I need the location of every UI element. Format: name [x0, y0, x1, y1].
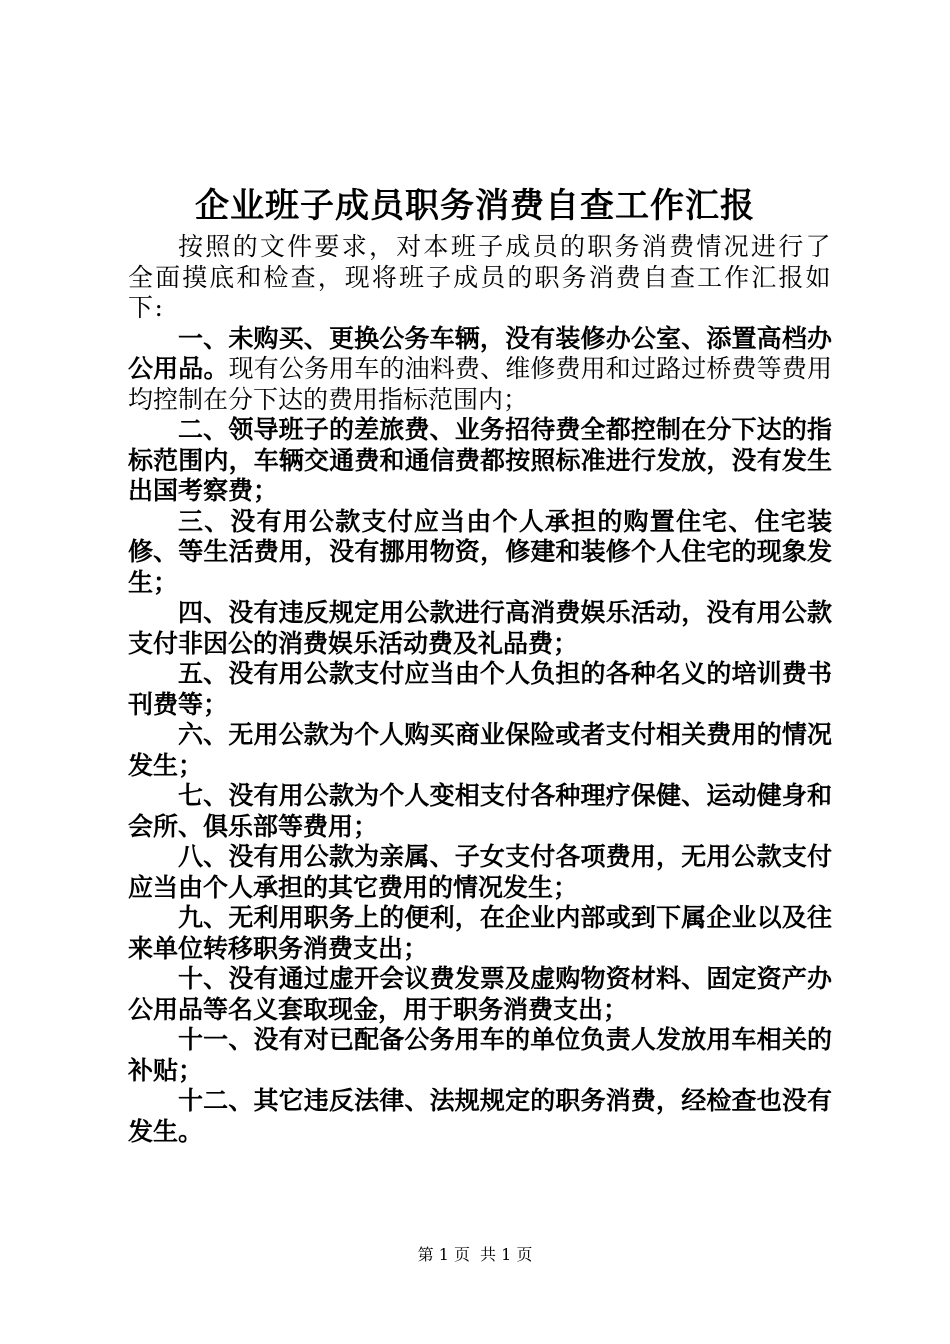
item-paragraph-6	[128, 720, 832, 781]
item-paragraph-3	[128, 507, 832, 599]
item-lead: 八、没有用公款为亲属、子女支付各项费用，无用公款支付应当由个人承担的其它费用的情况发生；	[128, 842, 832, 902]
item-lead: 一、未购买、更换公务车辆，没有装修办公室、添置高档办公用品。	[128, 323, 832, 383]
item-lead: 六、无用公款为个人购买商业保险或者支付相关费用的情况发生；	[128, 720, 832, 780]
item-paragraph-1	[128, 324, 832, 416]
item-lead: 二、领导班子的差旅费、业务招待费全都控制在分下达的指标范围内，车辆交通费和通信费都按照标准进行发放，没有发生出国考察费；	[128, 415, 832, 505]
item-paragraph-5	[128, 659, 832, 720]
item-paragraph-11	[128, 1025, 832, 1086]
item-lead: 三、没有用公款支付应当由个人承担的购置住宅、住宅装修、等生活费用，没有挪用物资，修建和装修个人住宅的现象发生；	[128, 506, 832, 597]
item-lead: 十、没有通过虚开会议费发票及虚购物资材料、固定资产办公用品等名义套取现金，用于职务消费支出；	[128, 964, 832, 1024]
item-lead: 七、没有用公款为个人变相支付各种理疗保健、运动健身和会所、俱乐部等费用；	[128, 781, 832, 841]
item-paragraph-4	[128, 598, 832, 659]
item-lead: 十二、其它违反法律、法规规定的职务消费，经检查也没有发生。	[128, 1086, 832, 1146]
item-lead: 九、无利用职务上的便利，在企业内部或到下属企业以及往来单位转移职务消费支出；	[128, 903, 832, 963]
page-footer	[0, 1245, 950, 1265]
intro-paragraph: 按照的文件要求，对本班子成员的职务消费情况进行了全面摸底和检查，现将班子成员的职务消费自查工作汇报如下:	[128, 232, 832, 322]
item-paragraph-7	[128, 781, 832, 842]
item-paragraph-10	[128, 964, 832, 1025]
item-paragraph-2	[128, 415, 832, 507]
item-paragraph-8	[128, 842, 832, 903]
item-lead: 四、没有违反规定用公款进行高消费娱乐活动，没有用公款支付非因公的消费娱乐活动费及礼品费；	[128, 598, 832, 658]
document-body	[128, 232, 832, 1147]
item-lead: 五、没有用公款支付应当由个人负担的各种名义的培训费书刊费等；	[128, 659, 832, 719]
item-paragraph-9	[128, 903, 832, 964]
document-title: 企业班子成员职务消费自查工作汇报	[195, 186, 755, 226]
page-number: 第 1 页	[417, 1245, 470, 1264]
item-rest: 现有公务用车的油料费、维修费用和过路过桥费等费用均控制在分下达的费用指标范围内；	[128, 354, 832, 414]
page-total: 共 1 页	[480, 1245, 533, 1264]
item-lead: 十一、没有对已配备公务用车的单位负责人发放用车相关的补贴；	[128, 1025, 832, 1085]
item-paragraph-12	[128, 1086, 832, 1147]
